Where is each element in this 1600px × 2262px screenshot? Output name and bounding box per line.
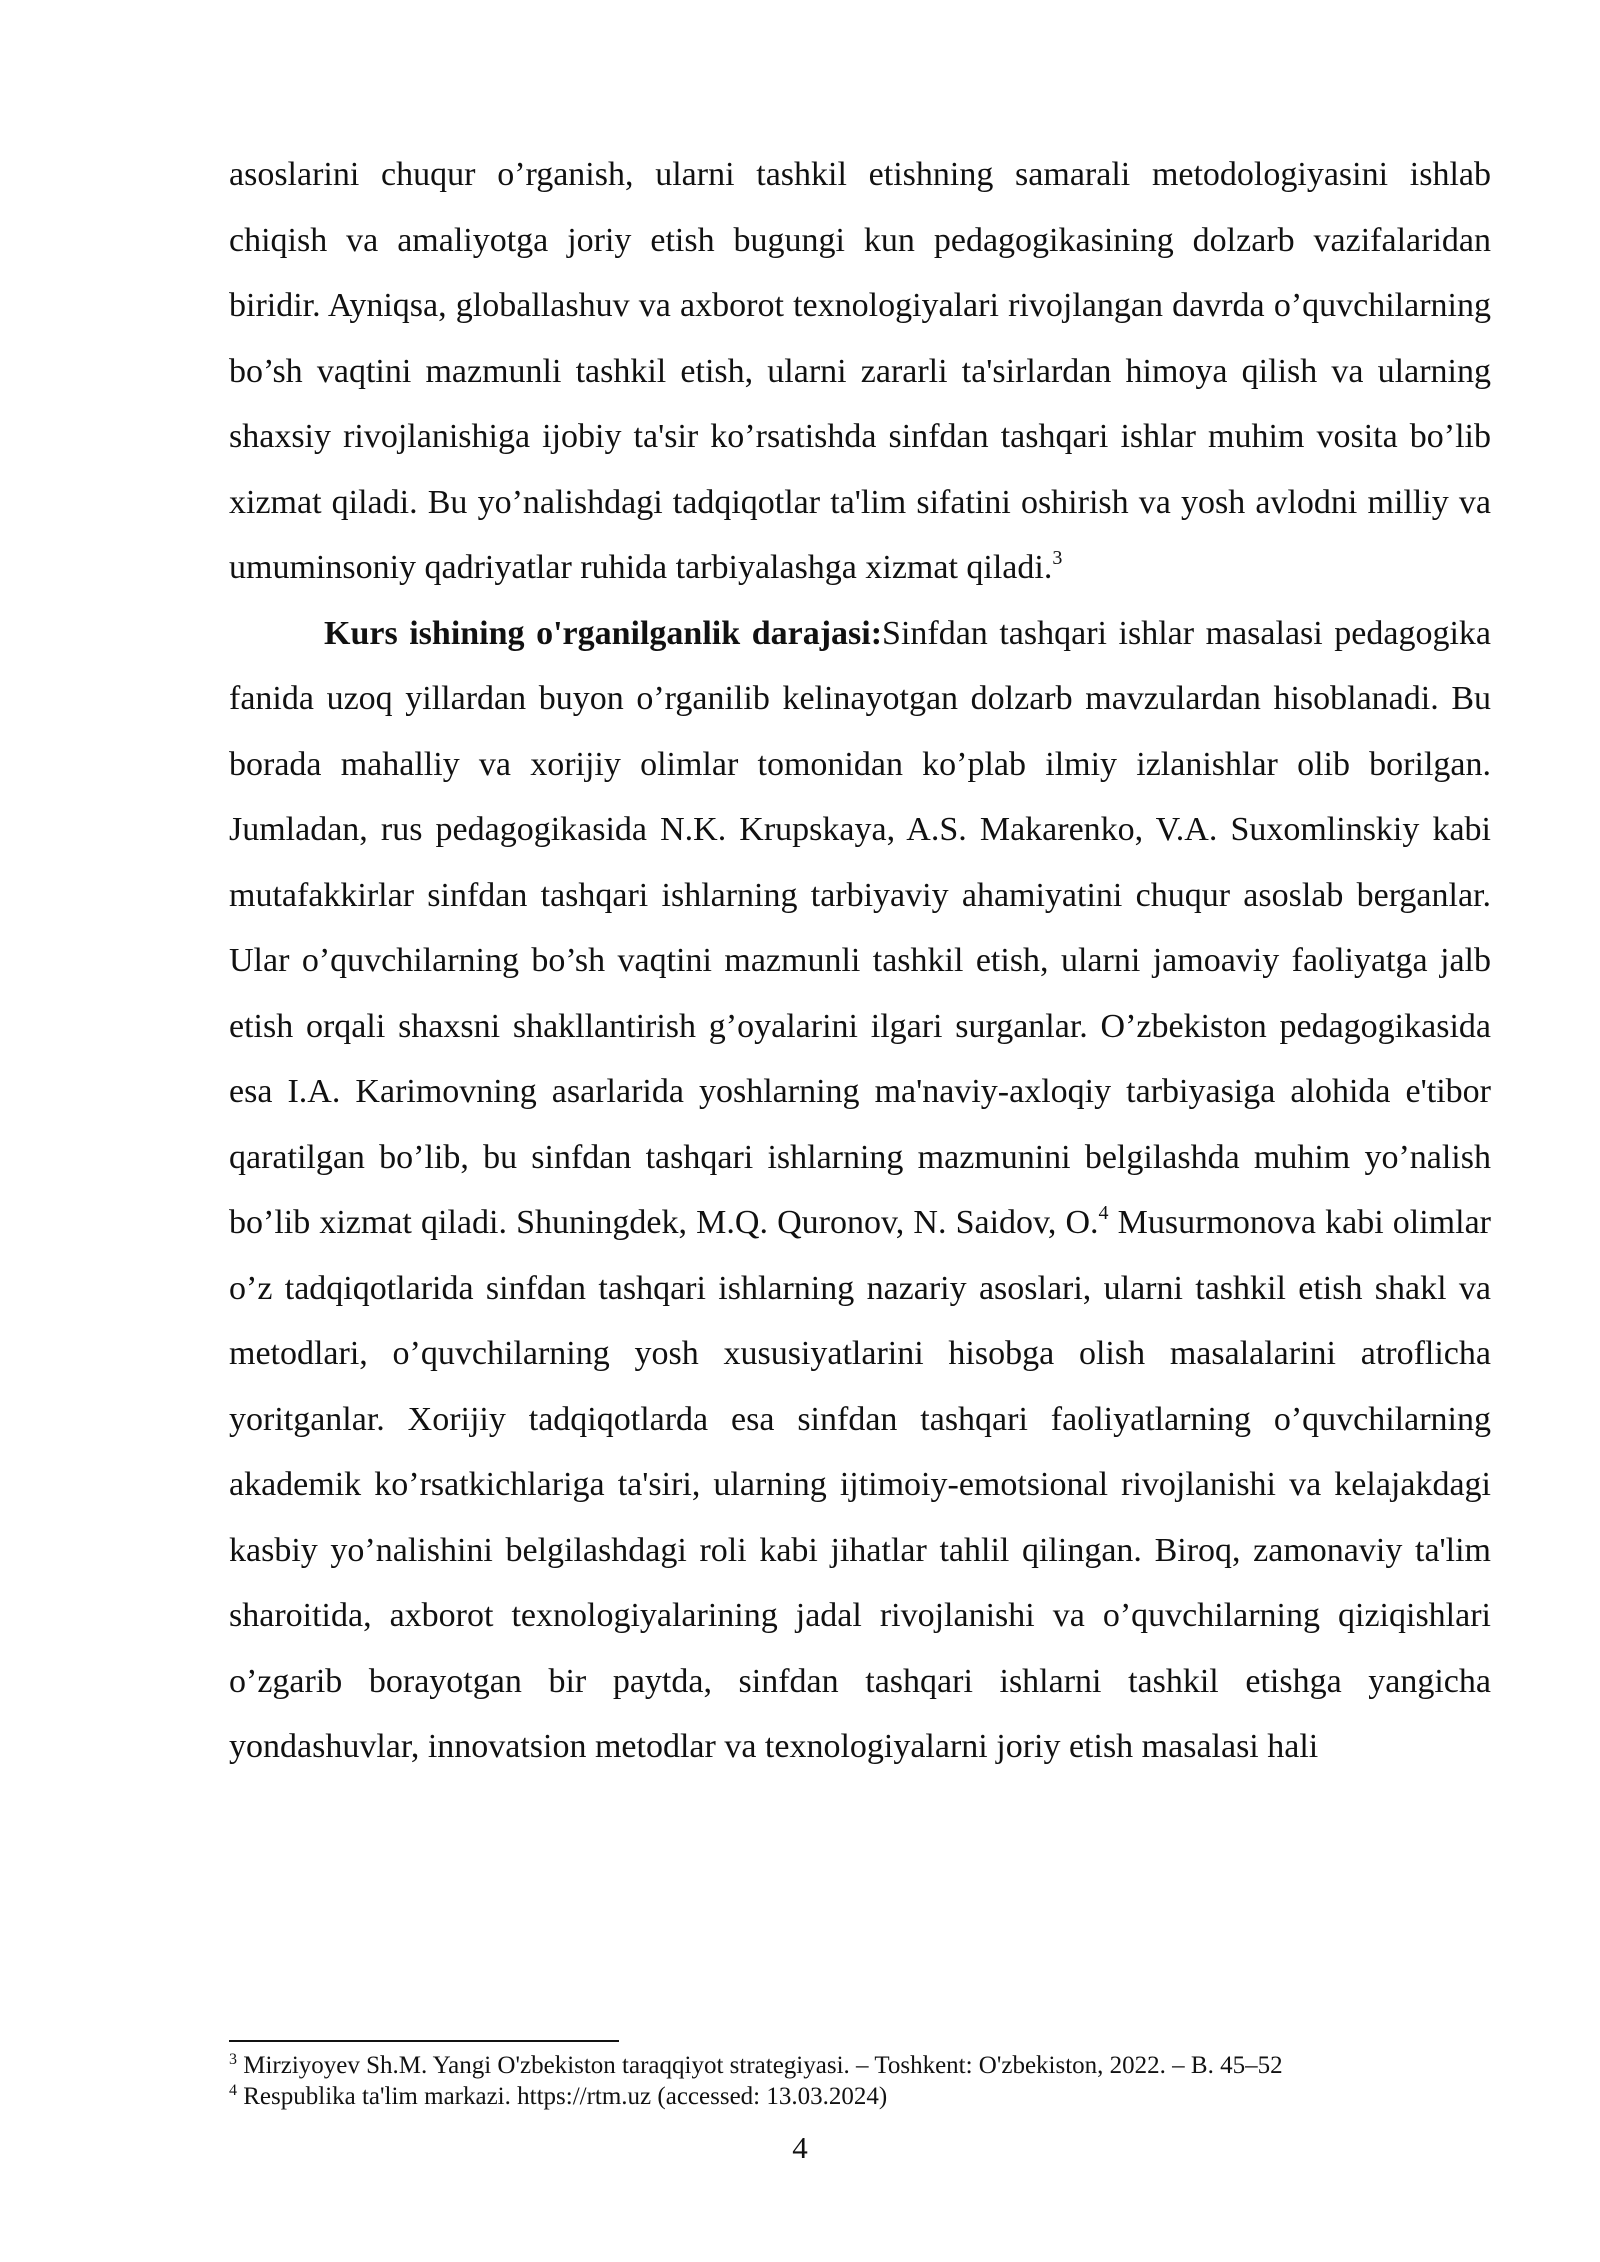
page-number: 4 [792, 2130, 808, 2165]
footnote-number-4: 4 [229, 2082, 237, 2099]
paragraph-2 [229, 601, 1491, 1780]
footnote-text-3: Mirziyoyev Sh.M. Yangi O'zbekiston taraqqiyot strategiyasi. – Toshkent: O'zbekiston, 2022. – B. 45–52 [237, 2052, 1283, 2079]
footnote-3 [229, 2050, 1491, 2081]
paragraph-2-text-b: Musurmonova kabi olimlar o’z tadqiqotlarida sinfdan tashqari ishlarning nazariy asoslari, ularni tashkil etish shakl va metodlari, o’quvchilarning yosh xususiyatlarini hisobga olish masalalarini atroflicha yoritganlar. Xorijiy tadqiqotlarda esa sinfdan tashqari faoliyatlarning o’quvchilarning akademik ko’rsatkichlariga ta'siri, ularning ijtimoiy-emotsional rivojlanishi va kelajakdagi kasbiy yo’nalishini belgilashdagi roli kabi jihatlar tahlil qilingan. Biroq, zamonaviy ta'lim sharoitida, axborot texnologiyalarining jadal rivojlanishi va o’quvchilarning qiziqishlari o’zgarib borayotgan bir paytda, sinfdan tashqari ishlarni tashkil etishga yangicha yondashuvlar, innovatsion metodlar va texnologiyalarni joriy etish masalasi hali [229, 1204, 1491, 1765]
paragraph-1 [229, 142, 1491, 601]
section-heading: Kurs ishining o'rganilganlik darajasi: [324, 614, 883, 652]
paragraph-1-text: asoslarini chuqur o’rganish, ularni tashkil etishning samarali metodologiyasini ishlab chiqish va amaliyotga joriy etish bugungi kun pedagogikasining dolzarb vazifalaridan biridir. Ayniqsa, globallashuv va axborot texnologiyalari rivojlangan davrda o’quvchilarning bo’sh vaqtini mazmunli tashkil etish, ularni zararli ta'sirlardan himoya qilish va ularning shaxsiy rivojlanishiga ijobiy ta'sir ko’rsatishda sinfdan tashqari ishlar muhim vosita bo’lib xizmat qiladi. Bu yo’nalishdagi tadqiqotlar ta'lim sifatini oshirish va yosh avlodni milliy va umuminsoniy qadriyatlar ruhida tarbiyalashga xizmat qiladi. [229, 156, 1491, 586]
footnote-ref-4[interactable]: 4 [1098, 1202, 1109, 1224]
footnote-4 [229, 2081, 1491, 2112]
paragraph-2-text-a: Sinfdan tashqari ishlar masalasi pedagogika fanida uzoq yillardan buyon o’rganilib kelinayotgan dolzarb mavzulardan hisoblanadi. Bu borada mahalliy va xorijiy olimlar tomonidan ko’plab ilmiy izlanishlar olib borilgan. Jumladan, rus pedagogikasida N.K. Krupskaya, A.S. Makarenko, V.A. Suxomlinskiy kabi mutafakkirlar sinfdan tashqari ishlarning tarbiyaviy ahamiyatini chuqur asoslab berganlar. Ular o’quvchilarning bo’sh vaqtini mazmunli tashkil etish, ularni jamoaviy faoliyatga jalb etish orqali shaxsni shakllantirish g’oyalarini ilgari surganlar. O’zbekiston pedagogikasida esa I.A. Karimovning asarlarida yoshlarning ma'naviy-axloqiy tarbiyasiga alohida e'tibor qaratilgan bo’lib, bu sinfdan tashqari ishlarning mazmunini belgilashda muhim yo’nalish bo’lib xizmat qiladi. Shuningdek, M.Q. Quronov, N. Saidov, O. [229, 614, 1491, 1241]
footnotes [229, 2050, 1491, 2112]
footnote-separator [229, 2040, 619, 2042]
footnote-number-3: 3 [229, 2051, 237, 2068]
footnote-ref-3[interactable]: 3 [1052, 547, 1063, 569]
footnote-text-4: Respublika ta'lim markazi. https://rtm.uz (accessed: 13.03.2024) [237, 2083, 888, 2110]
body-text [229, 142, 1491, 1780]
